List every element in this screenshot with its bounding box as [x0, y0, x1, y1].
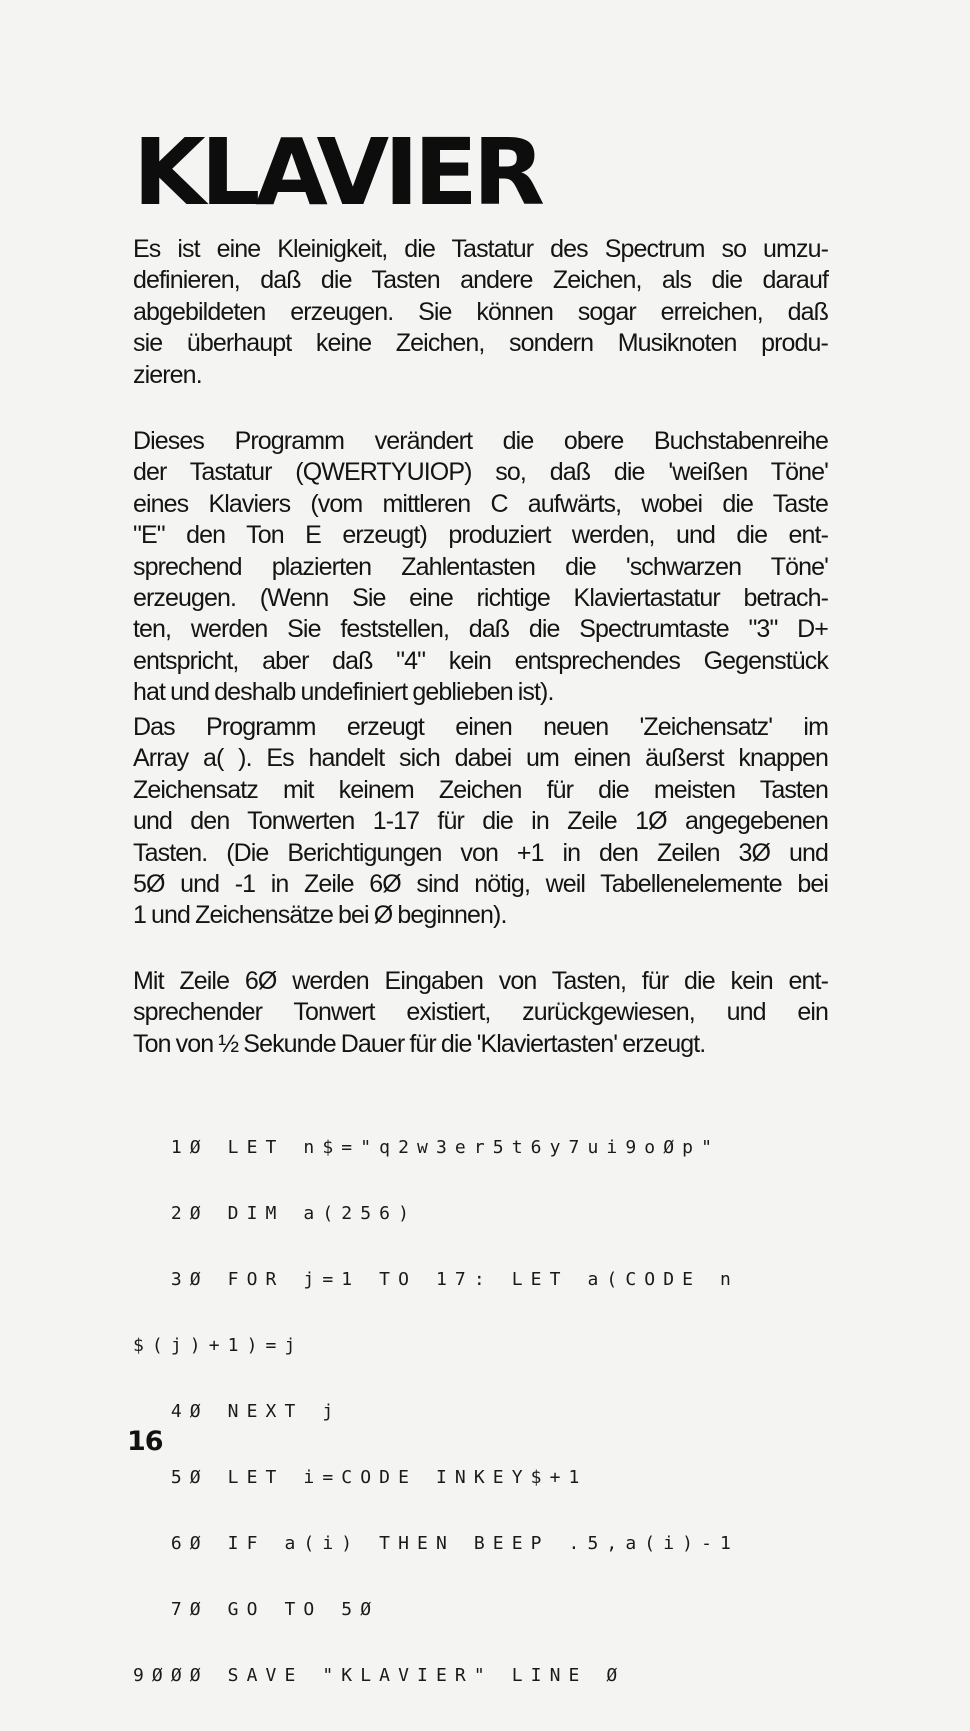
- text-line: ten, werden Sie feststellen, daß die Spectrumtaste "3" D+: [133, 615, 828, 644]
- text-line: sprechend plazierten Zahlentasten die 'schwarzen Töne': [133, 552, 828, 581]
- text-line: abgebildeten erzeugen. Sie können sogar erreichen, daß: [133, 297, 828, 326]
- text-line: und den Tonwerten 1-17 für die in Zeile 1Ø angegebenen: [133, 807, 828, 836]
- text-line: erzeugen. (Wenn Sie eine richtige Klaviertastatur betrach-: [133, 584, 828, 613]
- text-line: Tasten. (Die Berichtigungen von +1 in den Zeilen 3Ø und: [133, 838, 828, 867]
- text-line: hat und deshalb undefiniert geblieben ist).: [133, 678, 554, 707]
- paragraph-character-set: [133, 712, 828, 932]
- text-line: Ton von ½ Sekunde Dauer für die 'Klaviertasten' erzeugt.: [133, 1029, 706, 1058]
- text-line: "E" den Ton E erzeugt) produziert werden, und die ent-: [133, 521, 828, 550]
- text-line: der Tastatur (QWERTYUIOP) so, daß die 'weißen Töne': [133, 458, 828, 487]
- page-title: KLAVIER: [133, 119, 540, 226]
- text-line: 1 und Zeichensätze bei Ø beginnen).: [133, 901, 507, 930]
- text-line: Es ist eine Kleinigkeit, die Tastatur des Spectrum so umzu-: [133, 235, 828, 263]
- code-line: 5Ø LET i=CODE INKEY$+1: [133, 1467, 588, 1488]
- text-line: entspricht, aber daß "4" kein entsprechendes Gegenstück: [133, 646, 828, 675]
- paragraph-program-description: [133, 426, 828, 709]
- code-line: 2Ø DIM a(256): [133, 1203, 418, 1224]
- text-line: eines Klaviers (vom mittleren C aufwärts, wobei die Taste: [133, 489, 828, 518]
- text-line: 5Ø und -1 in Zeile 6Ø sind nötig, weil Tabellenelemente bei: [133, 870, 828, 899]
- text-line: zieren.: [133, 360, 202, 389]
- basic-program-listing: [133, 1093, 823, 1731]
- text-line: definieren, daß die Tasten andere Zeichen, als die darauf: [133, 266, 828, 295]
- paragraph-intro: [133, 234, 828, 391]
- text-line: Das Programm erzeugt einen neuen 'Zeichensatz' im: [133, 713, 828, 741]
- code-line: 7Ø GO TO 5Ø: [133, 1599, 380, 1620]
- paragraph-line-60: [133, 966, 828, 1060]
- text-line: sie überhaupt keine Zeichen, sondern Musiknoten produ-: [133, 329, 828, 358]
- code-line: 1Ø LET n$="q2w3er5t6y7ui9oØp": [133, 1137, 721, 1158]
- page-number: 16: [127, 1426, 163, 1457]
- text-line: Zeichensatz mit keinem Zeichen für die meisten Tasten: [133, 775, 828, 804]
- code-line: 6Ø IF a(i) THEN BEEP .5,a(i)-1: [133, 1533, 739, 1554]
- text-line: Dieses Programm verändert die obere Buchstabenreihe: [133, 427, 828, 455]
- text-line: Mit Zeile 6Ø werden Eingaben von Tasten, für die kein ent-: [133, 967, 828, 995]
- text-line: sprechender Tonwert existiert, zurückgewiesen, und ein: [133, 998, 828, 1027]
- code-line: $(j)+1)=j: [133, 1335, 304, 1356]
- code-line: 9ØØØ SAVE "KLAVIER" LINE Ø: [133, 1665, 626, 1686]
- code-line: 4Ø NEXT j: [133, 1401, 342, 1422]
- code-line: 3Ø FOR j=1 TO 17: LET a(CODE n: [133, 1269, 739, 1290]
- text-line: Array a( ). Es handelt sich dabei um einen äußerst knappen: [133, 744, 828, 773]
